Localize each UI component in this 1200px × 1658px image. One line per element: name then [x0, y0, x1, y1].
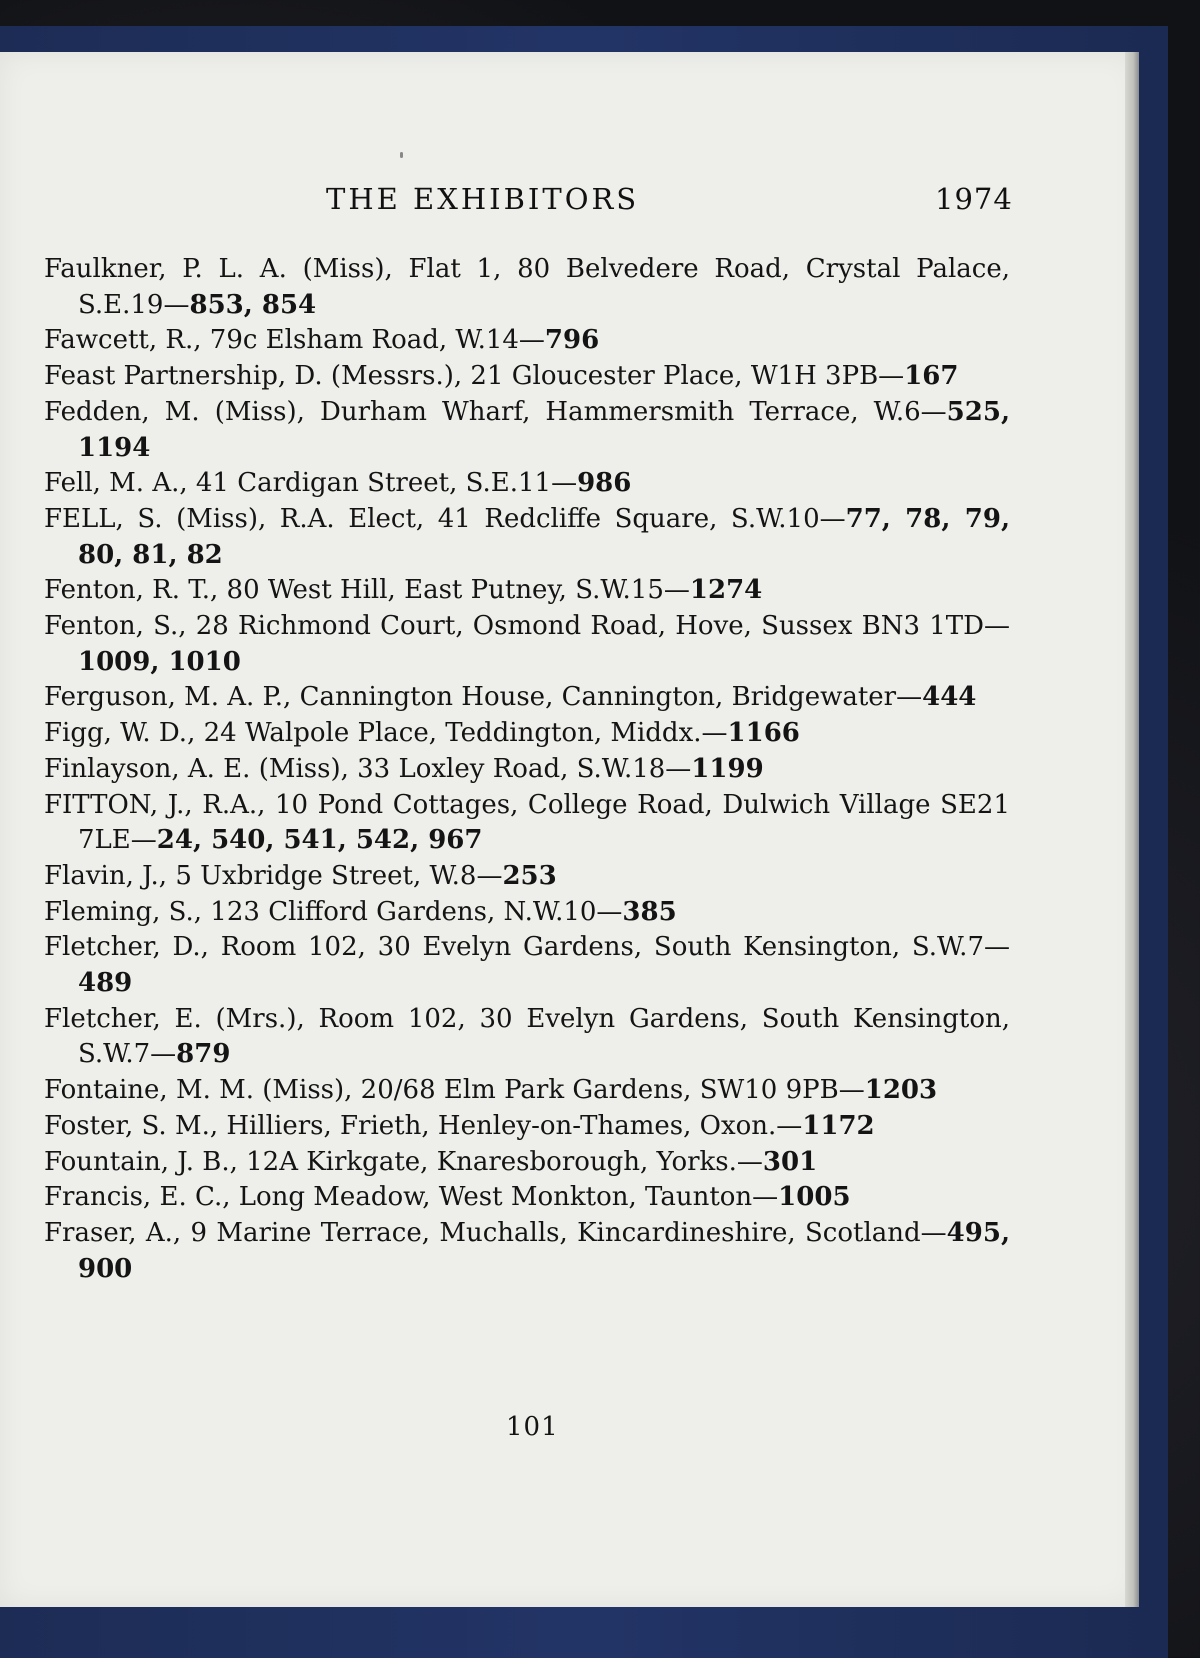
exhibit-numbers: 24, 540, 541, 542, 967 — [156, 825, 483, 856]
exhibit-numbers: 879 — [176, 1039, 231, 1070]
exhibit-numbers: 1172 — [802, 1110, 875, 1141]
list-item — [44, 502, 1010, 573]
entry-text: Foster, S. M., Hilliers, Frieth, Henley-on-Thames, Oxon.— — [44, 1110, 803, 1141]
list-item — [44, 788, 1010, 859]
page-number: 101 — [506, 1412, 559, 1442]
exhibit-numbers: 495, 900 — [78, 1217, 1010, 1284]
exhibit-numbers: 1005 — [778, 1182, 851, 1213]
exhibit-numbers: 525, 1194 — [78, 396, 1010, 463]
exhibit-numbers: 77, 78, 79, 80, 81, 82 — [78, 503, 1010, 570]
exhibit-numbers: 444 — [922, 682, 977, 713]
exhibit-numbers: 489 — [78, 968, 133, 999]
list-item — [44, 1180, 1010, 1216]
entry-text: Fleming, S., 123 Clifford Gardens, N.W.10— — [44, 896, 623, 927]
entry-text: FITTON, J., R.A., 10 Pond Cottages, College Road, Dulwich Village SE21 7LE— — [44, 789, 1010, 856]
entry-text: FELL, S. (Miss), R.A. Elect, 41 Redcliffe Square, S.W.10— — [44, 503, 846, 534]
exhibit-numbers: 1274 — [689, 575, 763, 606]
list-item — [44, 930, 1010, 1001]
entry-text: Fenton, S., 28 Richmond Court, Osmond Road, Hove, Sussex BN3 1TD— — [44, 611, 1010, 642]
exhibit-numbers: 986 — [577, 468, 632, 499]
list-item — [44, 573, 1010, 609]
entry-text: Figg, W. D., 24 Walpole Place, Teddington, Middx.— — [44, 718, 728, 749]
exhibit-numbers: 1166 — [727, 718, 800, 749]
exhibit-numbers: 385 — [622, 896, 677, 927]
exhibit-numbers: 796 — [544, 325, 600, 356]
entry-text: Fell, M. A., 41 Cardigan Street, S.E.11— — [44, 468, 578, 499]
exhibit-numbers: 301 — [762, 1146, 818, 1177]
list-item — [44, 895, 1010, 931]
list-item — [44, 1109, 1010, 1145]
ink-speck — [400, 152, 403, 158]
page-header — [0, 182, 1138, 232]
entry-text: Flavin, J., 5 Uxbridge Street, W.8— — [44, 860, 503, 891]
entry-text: Fawcett, R., 79c Elsham Road, W.14— — [44, 325, 545, 356]
entry-text: Fountain, J. B., 12A Kirkgate, Knaresborough, Yorks.— — [44, 1146, 763, 1177]
list-item — [44, 680, 1010, 716]
entry-text: Faulkner, P. L. A. (Miss), Flat 1, 80 Belvedere Road, Crystal Palace, S.E.19— — [44, 254, 1010, 320]
exhibit-numbers: 1009, 1010 — [78, 646, 241, 677]
list-item — [44, 716, 1010, 752]
exhibitor-list — [44, 252, 1010, 1287]
entry-text: Fletcher, D., Room 102, 30 Evelyn Gardens, South Kensington, S.W.7— — [44, 932, 1010, 963]
exhibit-numbers: 1199 — [691, 753, 764, 784]
exhibit-numbers: 167 — [904, 361, 959, 392]
exhibit-numbers: 853, 854 — [189, 289, 317, 320]
list-item — [44, 752, 1010, 788]
year-label: 1974 — [935, 182, 1013, 216]
list-item — [44, 1145, 1010, 1181]
list-item — [44, 1216, 1010, 1287]
entry-text: Finlayson, A. E. (Miss), 33 Loxley Road, S.W.18— — [44, 753, 692, 784]
entry-text: Fenton, R. T., 80 West Hill, East Putney, S.W.15— — [44, 575, 690, 606]
entry-text: Fraser, A., 9 Marine Terrace, Muchalls, Kincardineshire, Scotland— — [44, 1217, 947, 1248]
list-item — [44, 252, 1010, 323]
entry-text: Fletcher, E. (Mrs.), Room 102, 30 Evelyn Gardens, South Kensington, S.W.7— — [44, 1003, 1010, 1070]
page-edge — [1125, 52, 1139, 1607]
entry-text: Fedden, M. (Miss), Durham Wharf, Hammersmith Terrace, W.6— — [44, 396, 947, 427]
list-item — [44, 323, 1010, 359]
entry-text: Francis, E. C., Long Meadow, West Monkton, Taunton— — [44, 1182, 779, 1213]
entry-text: Feast Partnership, D. (Messrs.), 21 Gloucester Place, W1H 3PB— — [44, 361, 905, 392]
list-item — [44, 609, 1010, 680]
entry-text: Fontaine, M. M. (Miss), 20/68 Elm Park Gardens, SW10 9PB— — [44, 1075, 865, 1106]
list-item — [44, 1002, 1010, 1073]
list-item — [44, 395, 1010, 466]
list-item — [44, 359, 1010, 395]
list-item — [44, 859, 1010, 895]
running-title: THE EXHIBITORS — [326, 182, 640, 216]
exhibit-numbers: 253 — [502, 860, 557, 891]
entry-text: Ferguson, M. A. P., Cannington House, Cannington, Bridgewater— — [44, 682, 923, 713]
exhibit-numbers: 1203 — [864, 1075, 938, 1106]
list-item — [44, 466, 1010, 502]
list-item — [44, 1073, 1010, 1109]
